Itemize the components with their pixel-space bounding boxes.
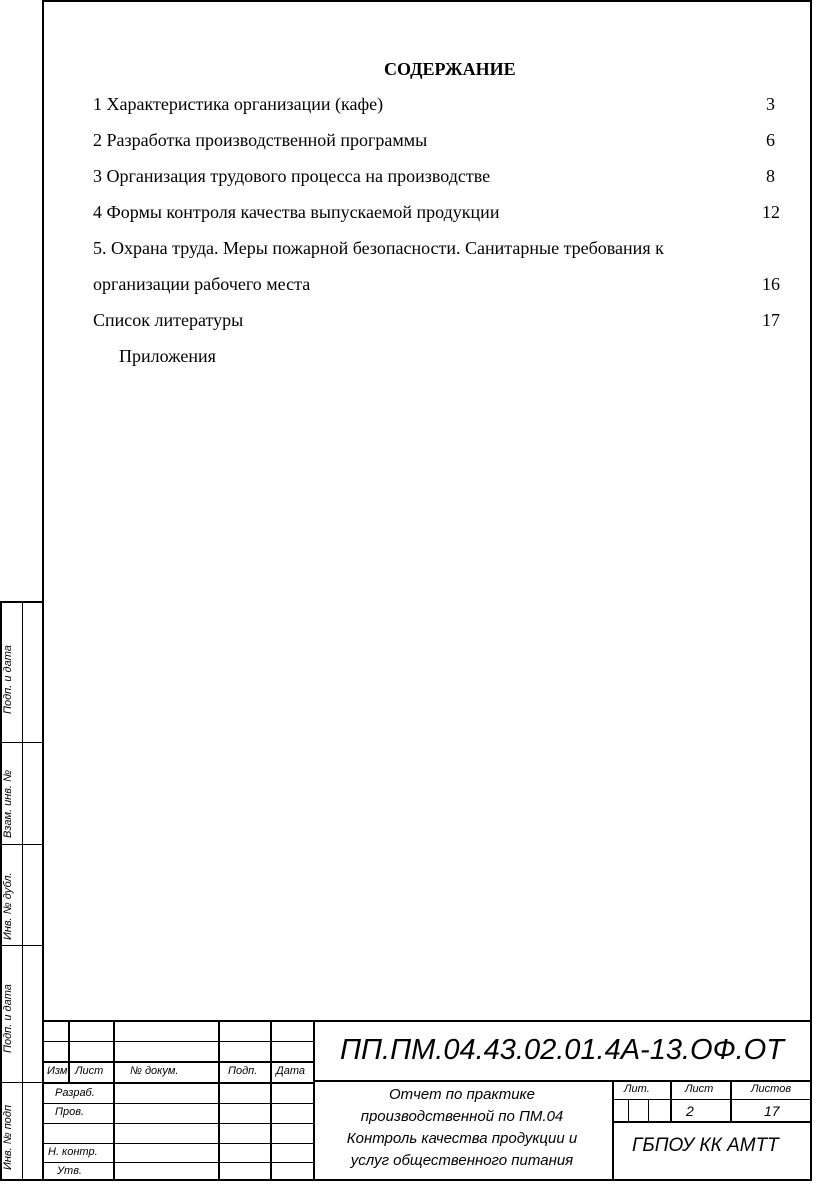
sheets-total: 17 xyxy=(764,1103,780,1119)
col-sheet: Лист xyxy=(75,1065,104,1077)
description-line-2: производственной по ПМ.04 xyxy=(360,1108,564,1125)
toc-page-1: 3 xyxy=(766,94,775,114)
side-label-replace-inv: Взам. инв. № xyxy=(2,769,14,838)
side-label-sign-date-1: Подп. и дата xyxy=(2,645,14,714)
col-doc: № докум. xyxy=(130,1065,179,1077)
toc-item-1: 1 Характеристика организации (кафе) xyxy=(93,94,384,114)
toc-page-4: 12 xyxy=(762,202,780,222)
toc-item-appendix: Приложения xyxy=(119,346,216,366)
document-number: ПП.ПМ.04.43.02.01.4А-13.ОФ.ОТ xyxy=(340,1034,784,1066)
row-approved: Утв. xyxy=(57,1165,82,1177)
toc-page-2: 6 xyxy=(766,130,775,150)
organization-name: ГБПОУ КК АМТТ xyxy=(632,1135,779,1156)
toc-item-bibliography: Список литературы xyxy=(93,310,244,330)
description-line-4: услуг общественного питания xyxy=(350,1152,574,1169)
toc-page-3: 8 xyxy=(766,166,775,186)
col-date: Дата xyxy=(276,1065,306,1077)
sheet-number: 2 xyxy=(686,1103,694,1119)
description-line-1: Отчет по практике xyxy=(389,1086,535,1103)
toc-item-2: 2 Разработка производственной программы xyxy=(93,130,428,150)
toc-item-5-cont: организации рабочего места xyxy=(93,274,311,294)
description-line-3: Контроль качества продукции и xyxy=(346,1130,578,1147)
row-norm-control: Н. контр. xyxy=(48,1146,98,1158)
side-label-sign-date-2: Подп. и дата xyxy=(2,984,14,1053)
toc-page-bibliography: 17 xyxy=(762,310,780,330)
sheets-label: Листов xyxy=(751,1083,792,1095)
document-description xyxy=(316,1084,608,1172)
toc-item-4: 4 Формы контроля качества выпускаемой продукции xyxy=(93,202,500,222)
col-change: Изм xyxy=(47,1065,68,1077)
row-developer: Разраб. xyxy=(55,1087,95,1099)
sheet-label: Лист xyxy=(685,1083,714,1095)
page-title: СОДЕРЖАНИЕ xyxy=(384,59,516,79)
toc-page-5: 16 xyxy=(762,274,780,294)
col-sign: Подп. xyxy=(228,1065,258,1077)
toc-item-5: 5. Охрана труда. Меры пожарной безопасности. Санитарные требования к xyxy=(93,238,664,258)
lit-label: Лит. xyxy=(624,1083,650,1095)
side-label-inv-dupl: Инв. № дубл. xyxy=(2,872,14,940)
side-label-inv-orig: Инв. № подп xyxy=(2,1104,14,1170)
row-checker: Пров. xyxy=(55,1106,85,1118)
toc-item-3: 3 Организация трудового процесса на производстве xyxy=(93,166,491,186)
